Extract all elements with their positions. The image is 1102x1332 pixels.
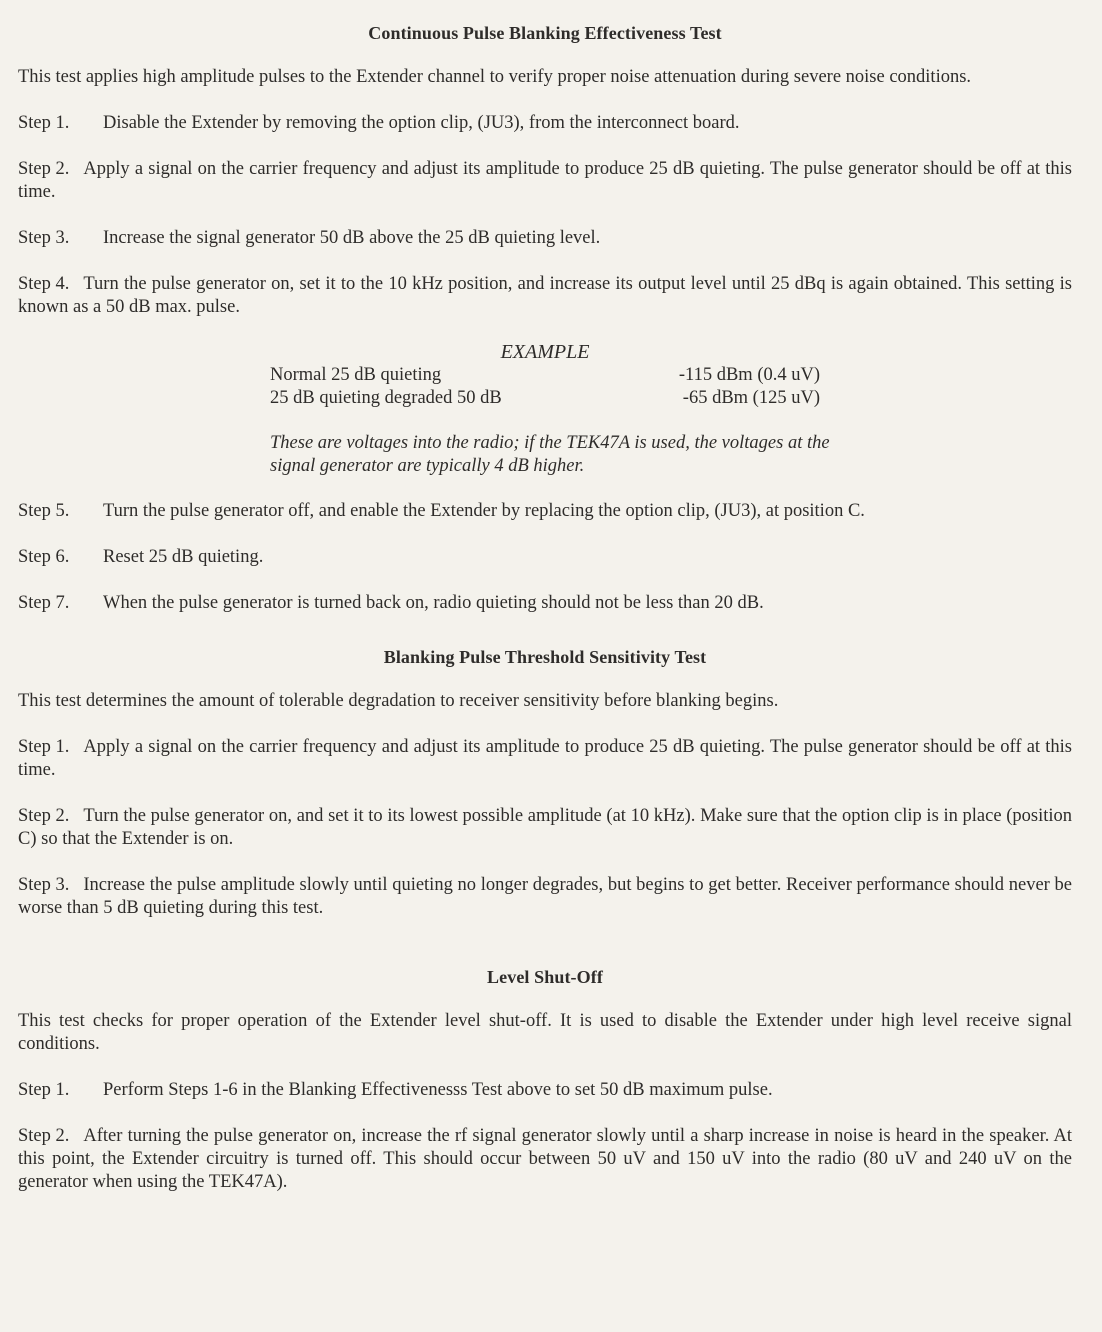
example-row-label: 25 dB quieting degraded 50 dB <box>270 388 502 408</box>
step-label: Step 1. <box>18 737 70 757</box>
document-page <box>18 22 1072 1217</box>
step-label: Step 1. <box>18 1080 70 1100</box>
step-text: After turning the pulse generator on, increase the rf signal generator slowly until a sharp increase in noise is heard in the speaker. At this point, the Extender circuitry is turned off. This should occur between 50 uV and 150 uV into the radio (80 uV and 240 uV on the generator when using the TEK47A). <box>18 1126 1072 1192</box>
section-heading-threshold: Blanking Pulse Threshold Sensitivity Test <box>383 647 707 667</box>
step-item <box>18 273 1072 319</box>
step-label: Step 4. <box>18 274 70 294</box>
step-text: Turn the pulse generator on, set it to the 10 kHz position, and increase its output level until 25 dBq is again obtained. This setting is known as a 50 dB max. pulse. <box>18 274 1072 317</box>
step-label: Step 6. <box>18 547 70 567</box>
step-item <box>18 112 1072 135</box>
step-text: Turn the pulse generator on, and set it to its lowest possible amplitude (at 10 kHz). Make sure that the option clip is in place (position C) so that the Extender is on. <box>18 806 1072 849</box>
step-text: Disable the Extender by removing the option clip, (JU3), from the interconnect board. <box>103 113 740 133</box>
step-label: Step 2. <box>18 806 70 826</box>
step-text: Apply a signal on the carrier frequency and adjust its amplitude to produce 25 dB quieting. The pulse generator should be off at this time. <box>18 737 1072 780</box>
intro-shutoff: This test checks for proper operation of the Extender level shut-off. It is used to disable the Extender under high level receive signal conditions. <box>18 1011 1072 1054</box>
example-title: EXAMPLE <box>500 341 590 363</box>
example-row-value: -65 dBm (125 uV) <box>682 388 820 408</box>
section-heading-continuous: Continuous Pulse Blanking Effectiveness Test <box>368 23 722 43</box>
step-label: Step 1. <box>18 113 70 133</box>
example-block <box>18 341 1072 478</box>
step-text: Perform Steps 1-6 in the Blanking Effectivenesss Test above to set 50 dB maximum pulse. <box>103 1080 773 1100</box>
step-item <box>18 874 1072 920</box>
step-item <box>18 158 1072 204</box>
step-item <box>18 546 1072 569</box>
intro-continuous: This test applies high amplitude pulses to the Extender channel to verify proper noise attenuation during severe noise conditions. <box>18 67 972 87</box>
step-item <box>18 805 1072 851</box>
step-label: Step 2. <box>18 159 70 179</box>
step-label: Step 3. <box>18 875 70 895</box>
example-row <box>18 364 1072 387</box>
step-text: Apply a signal on the carrier frequency and adjust its amplitude to produce 25 dB quieting. The pulse generator should be off at this time. <box>18 159 1072 202</box>
step-text: Increase the signal generator 50 dB above the 25 dB quieting level. <box>103 228 601 248</box>
example-note: These are voltages into the radio; if the TEK47A is used, the voltages at the signal generator are typically 4 dB higher. <box>270 433 830 476</box>
step-label: Step 5. <box>18 501 70 521</box>
step-text: Turn the pulse generator off, and enable the Extender by replacing the option clip, (JU3), at position C. <box>103 501 865 521</box>
section-heading-shutoff: Level Shut-Off <box>487 967 603 987</box>
step-item <box>18 500 1072 523</box>
step-item <box>18 592 1072 615</box>
step-text: When the pulse generator is turned back on, radio quieting should not be less than 20 dB. <box>103 593 764 613</box>
step-text: Reset 25 dB quieting. <box>103 547 264 567</box>
example-row-label: Normal 25 dB quieting <box>270 365 442 385</box>
example-row <box>18 387 1072 410</box>
step-item <box>18 1079 1072 1102</box>
step-label: Step 3. <box>18 228 70 248</box>
example-row-value: -115 dBm (0.4 uV) <box>678 365 820 385</box>
step-label: Step 7. <box>18 593 70 613</box>
step-item <box>18 1125 1072 1194</box>
step-text: Increase the pulse amplitude slowly until quieting no longer degrades, but begins to get better. Receiver performance should never be worse than 5 dB quieting during this test. <box>18 875 1072 918</box>
step-item <box>18 227 1072 250</box>
step-item <box>18 736 1072 782</box>
step-label: Step 2. <box>18 1126 70 1146</box>
intro-threshold: This test determines the amount of tolerable degradation to receiver sensitivity before blanking begins. <box>18 691 779 711</box>
